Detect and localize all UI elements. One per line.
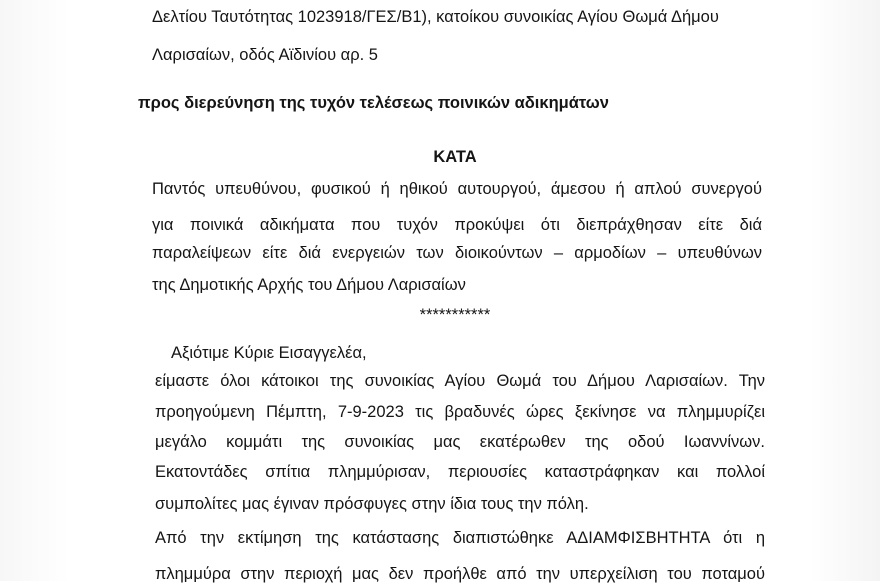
against-line-4: της Δημοτικής Αρχής του Δήμου Λαρισαίων <box>152 276 466 294</box>
purpose-heading: προς διερεύνηση της τυχόν τελέσεως ποινικών αδικημάτων <box>138 94 609 112</box>
body-line-7: πλημμύρα στην περιοχή μας δεν προήλθε από την υπερχείλιση του ποταμού <box>155 565 765 583</box>
body-line-4: Εκατοντάδες σπίτια πλημμύρισαν, περιουσίες καταστράφηκαν και πολλοί <box>155 463 765 481</box>
separator: *********** <box>419 306 491 324</box>
body-line-1: είμαστε όλοι κάτοικοι της συνοικίας Αγίου Θωμά του Δήμου Λαρισαίων. Την <box>155 372 765 390</box>
intro-line-1: Δελτίου Ταυτότητας 1023918/ΓΕΣ/Β1), κατοίκου συνοικίας Αγίου Θωμά Δήμου <box>152 8 719 26</box>
against-line-3: παραλείψεων είτε διά ενεργειών των διοικούντων – αρμοδίων – υπευθύνων <box>152 244 762 262</box>
against-line-1: Παντός υπευθύνου, φυσικού ή ηθικού αυτουργού, άμεσου ή απλού συνεργού <box>152 180 762 198</box>
against-heading: ΚΑΤΑ <box>433 148 477 166</box>
intro-line-2: Λαρισαίων, οδός Αϊδινίου αρ. 5 <box>152 46 378 64</box>
body-line-5: συμπολίτες μας έγιναν πρόσφυγες στην ίδια τους την πόλη. <box>155 495 589 513</box>
salutation: Αξιότιμε Κύριε Εισαγγελέα, <box>171 344 367 362</box>
body-line-3: μεγάλο κομμάτι της συνοικίας μας εκατέρωθεν της οδού Ιωαννίνων. <box>155 433 765 451</box>
against-line-2: για ποινικά αδικήματα που τυχόν προκύψει ότι διεπράχθησαν είτε διά <box>152 216 762 234</box>
body-line-6: Από την εκτίμηση της κατάστασης διαπιστώθηκε ΑΔΙΑΜΦΙΣΒΗΤΗΤΑ ότι η <box>155 529 765 547</box>
body-line-2: προηγούμενη Πέμπτη, 7-9-2023 τις βραδυνές ώρες ξεκίνησε να πλημμυρίζει <box>155 403 765 421</box>
